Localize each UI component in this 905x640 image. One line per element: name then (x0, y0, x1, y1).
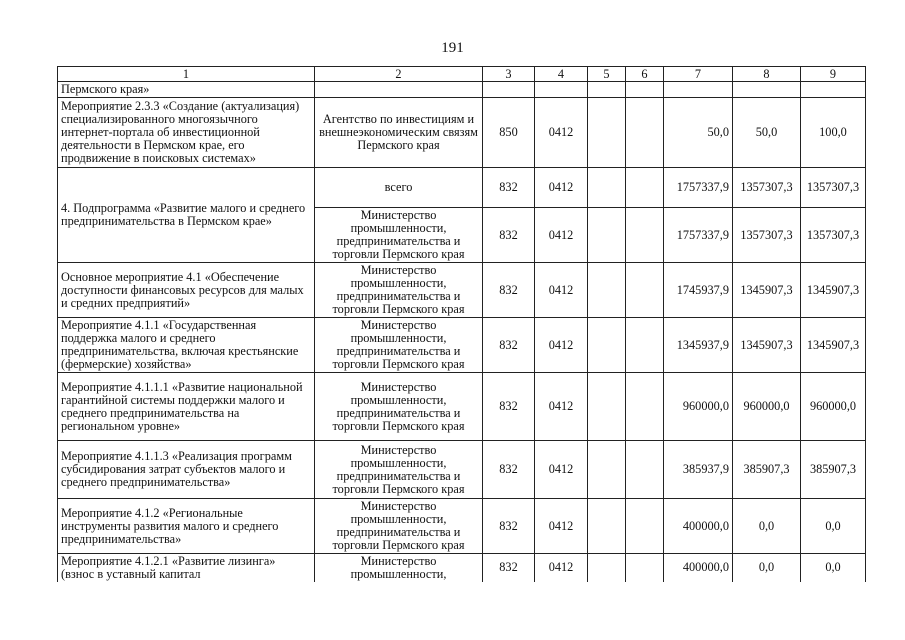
cell-col9: 100,0 (801, 98, 866, 168)
cell-col6 (626, 373, 664, 441)
table-row (58, 82, 866, 98)
table-row (58, 318, 866, 373)
activity-name: Мероприятие 4.1.1 «Государственная поддержка малого и среднего предпринимательства, включая крестьянские (фермерские) хозяйства» (58, 318, 315, 373)
cell-col3: 832 (483, 168, 535, 208)
cell-col9: 385907,3 (801, 441, 866, 499)
cell-col3: 832 (483, 318, 535, 373)
cell-col3: 832 (483, 263, 535, 318)
column-header: 7 (664, 67, 733, 82)
cell-col6 (626, 318, 664, 373)
cell-col5 (588, 318, 626, 373)
budget-table (57, 66, 866, 582)
cell-col8: 50,0 (733, 98, 801, 168)
cell-col4: 0412 (535, 98, 588, 168)
cell-col7: 1745937,9 (664, 263, 733, 318)
table-row (58, 168, 866, 208)
cell-col4: 0412 (535, 263, 588, 318)
cell-col7: 400000,0 (664, 554, 733, 582)
table-row (58, 554, 866, 582)
activity-name: Пермского края» (58, 82, 315, 98)
cell-col9: 0,0 (801, 499, 866, 554)
cell-col6 (626, 263, 664, 318)
cell-col8: 385907,3 (733, 441, 801, 499)
executor: всего (315, 168, 483, 208)
cell-col7 (664, 82, 733, 98)
page-number: 191 (441, 40, 464, 56)
executor: Министерство промышленности, (315, 554, 483, 582)
cell-col8: 1345907,3 (733, 318, 801, 373)
cell-col7: 1757337,9 (664, 208, 733, 263)
cell-col9: 960000,0 (801, 373, 866, 441)
executor: Министерство промышленности, предпринимательства и торговли Пермского края (315, 318, 483, 373)
cell-col3: 832 (483, 441, 535, 499)
cell-col5 (588, 208, 626, 263)
cell-col8: 1345907,3 (733, 263, 801, 318)
executor: Агентство по инвестициям и внешнеэкономическим связям Пермского края (315, 98, 483, 168)
executor: Министерство промышленности, предпринимательства и торговли Пермского края (315, 441, 483, 499)
cell-col5 (588, 554, 626, 582)
activity-name: Мероприятие 4.1.1.1 «Развитие национальной гарантийной системы поддержки малого и среднего предпринимательства на региональном уровне» (58, 373, 315, 441)
cell-col7: 1345937,9 (664, 318, 733, 373)
cell-col6 (626, 554, 664, 582)
cell-col3: 850 (483, 98, 535, 168)
cell-col6 (626, 499, 664, 554)
cell-col3: 832 (483, 499, 535, 554)
cell-col4: 0412 (535, 373, 588, 441)
cell-col8 (733, 82, 801, 98)
cell-col5 (588, 263, 626, 318)
cell-col9: 0,0 (801, 554, 866, 582)
cell-col6 (626, 98, 664, 168)
column-header: 1 (58, 67, 315, 82)
executor: Министерство промышленности, предпринимательства и торговли Пермского края (315, 208, 483, 263)
cell-col3 (483, 82, 535, 98)
cell-col6 (626, 168, 664, 208)
activity-name: Мероприятие 4.1.2.1 «Развитие лизинга» (взнос в уставный капитал (58, 554, 315, 582)
column-header: 4 (535, 67, 588, 82)
activity-name: 4. Подпрограмма «Развитие малого и среднего предпринимательства в Пермском крае» (58, 168, 315, 263)
cell-col8: 1357307,3 (733, 208, 801, 263)
cell-col9: 1357307,3 (801, 208, 866, 263)
executor: Министерство промышленности, предпринимательства и торговли Пермского края (315, 263, 483, 318)
cell-col7: 50,0 (664, 98, 733, 168)
cell-col9: 1345907,3 (801, 263, 866, 318)
cell-col3: 832 (483, 208, 535, 263)
column-header: 6 (626, 67, 664, 82)
table-row (58, 499, 866, 554)
cell-col5 (588, 441, 626, 499)
cell-col7: 1757337,9 (664, 168, 733, 208)
cell-col4: 0412 (535, 499, 588, 554)
table-header-row (58, 67, 866, 82)
column-header: 5 (588, 67, 626, 82)
activity-name: Мероприятие 4.1.2 «Региональные инструменты развития малого и среднего предпринимательства» (58, 499, 315, 554)
activity-name: Мероприятие 2.3.3 «Создание (актуализация) специализированного многоязычного интернет-портала об инвестиционной деятельности в Пермском крае, его продвижение в поисковых системах» (58, 98, 315, 168)
cell-col8: 1357307,3 (733, 168, 801, 208)
cell-col5 (588, 373, 626, 441)
cell-col8: 0,0 (733, 499, 801, 554)
cell-col5 (588, 168, 626, 208)
executor (315, 82, 483, 98)
column-header: 2 (315, 67, 483, 82)
cell-col4: 0412 (535, 441, 588, 499)
executor: Министерство промышленности, предпринимательства и торговли Пермского края (315, 373, 483, 441)
cell-col8: 960000,0 (733, 373, 801, 441)
cell-col7: 400000,0 (664, 499, 733, 554)
table-row (58, 373, 866, 441)
cell-col4: 0412 (535, 168, 588, 208)
table-row (58, 441, 866, 499)
cell-col9 (801, 82, 866, 98)
executor: Министерство промышленности, предпринимательства и торговли Пермского края (315, 499, 483, 554)
column-header: 9 (801, 67, 866, 82)
activity-name: Мероприятие 4.1.1.3 «Реализация программ субсидирования затрат субъектов малого и среднего предпринимательства» (58, 441, 315, 499)
cell-col4: 0412 (535, 554, 588, 582)
column-header: 8 (733, 67, 801, 82)
cell-col4 (535, 82, 588, 98)
table-row (58, 263, 866, 318)
cell-col6 (626, 208, 664, 263)
cell-col9: 1345907,3 (801, 318, 866, 373)
cell-col9: 1357307,3 (801, 168, 866, 208)
cell-col5 (588, 82, 626, 98)
cell-col4: 0412 (535, 208, 588, 263)
cell-col3: 832 (483, 373, 535, 441)
cell-col7: 385937,9 (664, 441, 733, 499)
column-header: 3 (483, 67, 535, 82)
cell-col4: 0412 (535, 318, 588, 373)
cell-col5 (588, 499, 626, 554)
cell-col6 (626, 82, 664, 98)
cell-col6 (626, 441, 664, 499)
activity-name: Основное мероприятие 4.1 «Обеспечение доступности финансовых ресурсов для малых и средних предприятий» (58, 263, 315, 318)
cell-col8: 0,0 (733, 554, 801, 582)
cell-col7: 960000,0 (664, 373, 733, 441)
table-row (58, 98, 866, 168)
cell-col3: 832 (483, 554, 535, 582)
cell-col5 (588, 98, 626, 168)
